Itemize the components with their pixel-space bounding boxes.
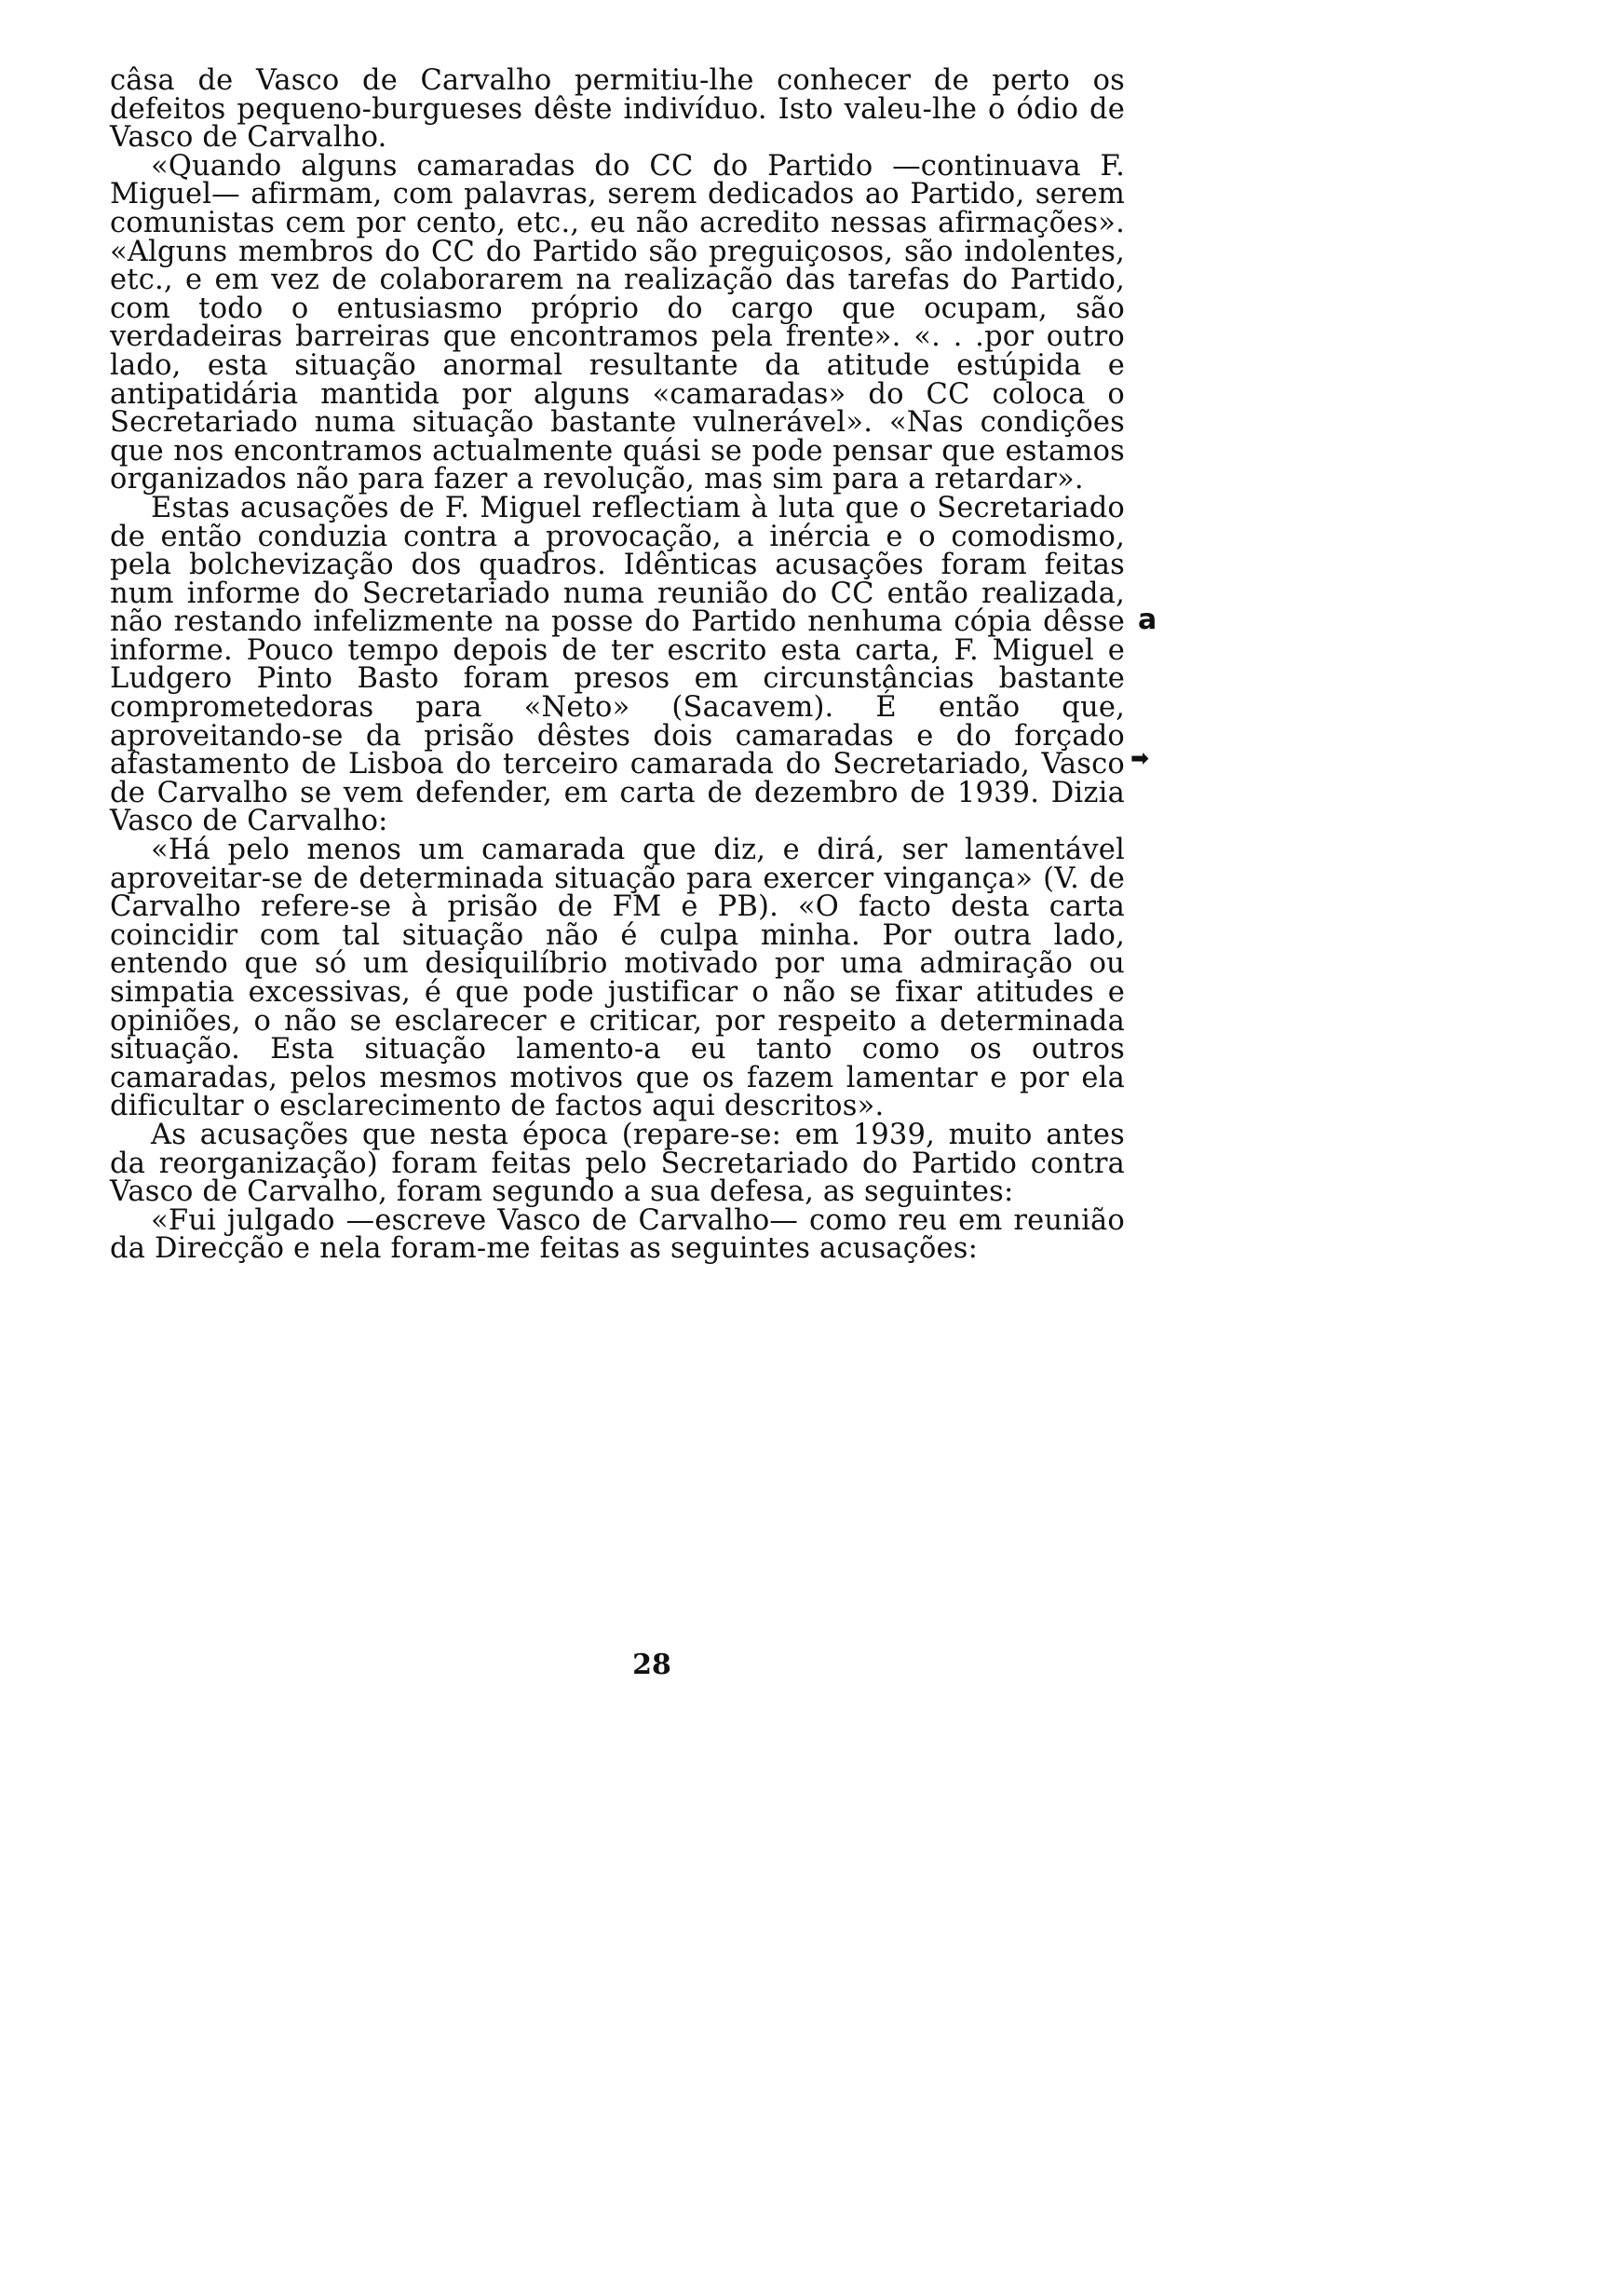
paragraph-5: As acusações que nesta época (repare-se: em 1939, muito antes da reorganização) foram feitas pelo Secretariado do Partido contra Vasco de Carvalho, foram segundo a sua defesa, as seguintes: (110, 1118, 1125, 1209)
body-text (110, 64, 1125, 1266)
paragraph-4-quote: «Há pelo menos um camarada que diz, e dirá, ser lamentável aproveitar-se de determinada situação para exercer vingança» (V. de Carvalho refere-se à prisão de FM e PB). «O facto desta carta coincidir com tal situação não é culpa minha. Por outra lado, entendo que só um desiquilíbrio motivado por uma admiração ou simpatia excessivas, é que pode justificar o não se fixar atitudes e opiniões, o não se esclarecer e criticar, por respeito a determinada situação. Esta situação lamento-a eu tanto como os outros camaradas, pelos mesmos motivos que os fazem lamentar e por ela dificultar o esclarecimento de factos aqui descritos». (110, 834, 1125, 1123)
paragraph-2: «Quando alguns camaradas do CC do Partido —continuava F. Miguel— afirmam, com palavras, serem dedicados ao Partido, serem comunistas cem por cento, etc., eu não acredito nessas afirmações». «Alguns membros do CC do Partido são preguiçosos, são indolentes, etc., e em vez de colaborarem na realização das tarefas do Partido, com todo o entusiasmo próprio do cargo que ocupam, são verdadeiras barreiras que encontramos pela frente». «. . .por outro lado, esta situação anormal resultante da atitude estúpida e antipatidária mantida por alguns «camaradas» do CC coloca o Secretariado numa situação bastante vulnerável». «Nas condições que nos encontramos actualmente quási se pode pensar que estamos organizados não para fazer a revolução, mas sim para a retardar». (110, 149, 1125, 496)
paragraph-6-quote: «Fui julgado —escreve Vasco de Carvalho— como reu em reunião da Direcção e nela foram-me feitas as seguintes acusações: (110, 1203, 1125, 1266)
margin-mark-a: a (1138, 604, 1157, 636)
page-number: 28 (632, 1649, 671, 1681)
paragraph-3: Estas acusações de F. Miguel reflectiam à luta que o Secretariado de então conduzia contra a provocação, a inércia e o comodismo, pela bolchevização dos quadros. Idênticas acusações foram feitas num informe do Secretariado numa reunião do CC então realizada, não restando infelizmente na posse do Partido nenhuma cópia dêsse informe. Pouco tempo depois de ter escrito esta carta, F. Miguel e Ludgero Pinto Basto foram presos em circunstâncias bastante comprometedoras para «Neto» (Sacavem). É então que, aproveitando-se da prisão dêstes dois camaradas e do forçado afastamento de Lisboa do terceiro camarada do Secretariado, Vasco de Carvalho se vem defender, em carta de dezembro de 1939. Dizia Vasco de Carvalho: (110, 491, 1125, 838)
margin-arrow-icon: ➡ (1130, 745, 1150, 771)
paragraph-1: câsa de Vasco de Carvalho permitiu-lhe conhecer de perto os defeitos pequeno-burgueses dêste indivíduo. Isto valeu-lhe o ódio de Vasco de Carvalho. (110, 64, 1125, 155)
